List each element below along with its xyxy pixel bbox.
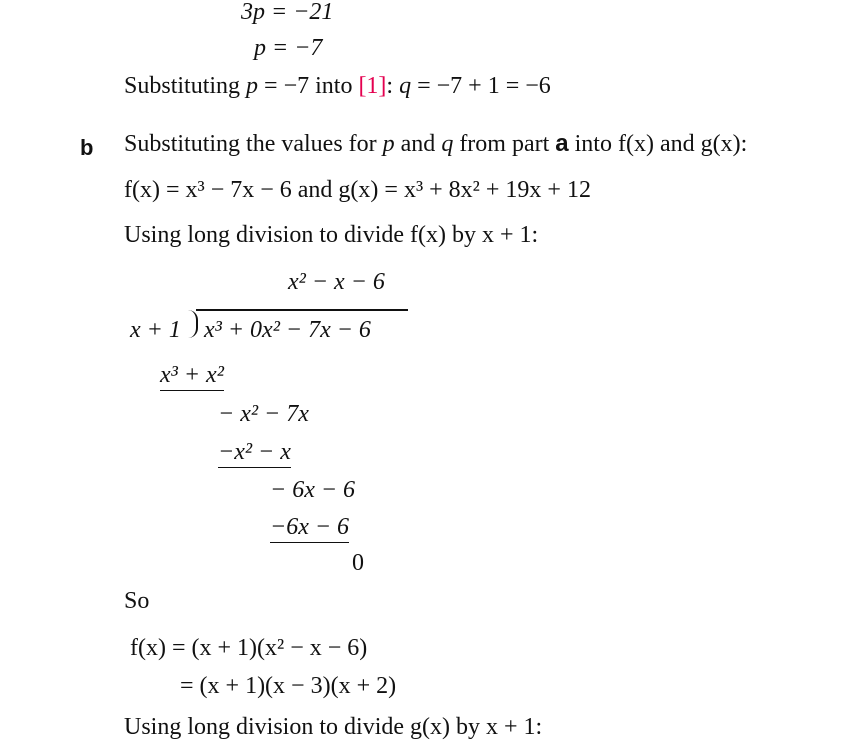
equation-reference: [1] [358, 73, 387, 99]
long-division-intro-f: Using long division to divide f(x) by x + 1: [124, 222, 539, 248]
factorisation-line-1: f(x) = (x + 1)(x² − x − 6) [130, 635, 368, 661]
so-label: So [124, 588, 150, 614]
division-step-2: − x² − 7x [218, 401, 309, 427]
functions-line: f(x) = x³ − 7x − 6 and g(x) = x³ + 8x² + 19x + 12 [124, 177, 591, 203]
division-bracket [188, 310, 198, 338]
division-step-3: −x² − x [218, 440, 291, 464]
part-label: b [80, 135, 94, 160]
equation-3p: 3p = −21 [241, 0, 334, 25]
division-remainder: 0 [352, 550, 364, 576]
division-step-1: x³ + x² [160, 363, 224, 387]
division-step-4: − 6x − 6 [270, 477, 356, 503]
divisor: x + 1 [130, 317, 181, 343]
part-b-intro: Substituting the values for p and q from part a into f(x) and g(x): [124, 130, 748, 157]
division-bar [196, 309, 408, 311]
long-division-intro-g: Using long division to divide g(x) by x + 1: [124, 714, 543, 740]
factorisation-line-2: = (x + 1)(x − 3)(x + 2) [180, 673, 397, 699]
quotient: x² − x − 6 [288, 269, 385, 295]
substitution-line: Substituting p = −7 into [1]: q = −7 + 1 = −6 [124, 73, 551, 99]
division-step-5: −6x − 6 [270, 515, 349, 539]
equation-p: p = −7 [254, 35, 323, 61]
dividend: x³ + 0x² − 7x − 6 [204, 317, 371, 343]
